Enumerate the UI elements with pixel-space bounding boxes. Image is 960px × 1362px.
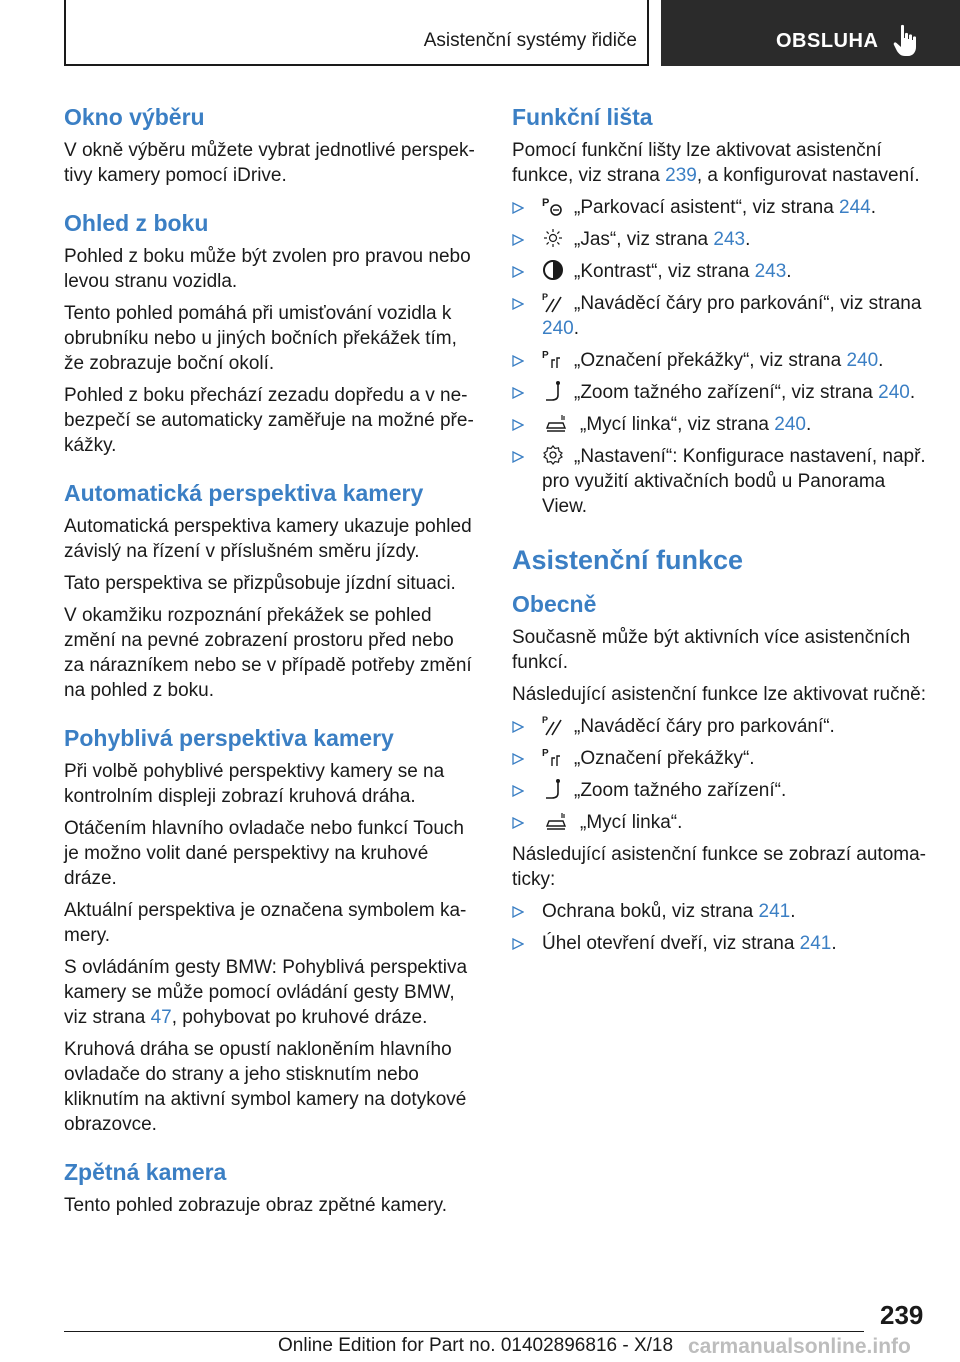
text: „Naváděcí čáry pro parkování“, viz strana (574, 293, 922, 314)
page-link-47[interactable]: 47 (150, 1007, 172, 1028)
parking-assistant-icon (542, 195, 564, 217)
list-item (512, 259, 930, 284)
paragraph: V okamžiku rozpoznání překážek se pohled změní na pevné zobrazení prostoru před nebo za nárazníkem nebo se v případě potřeby změní na pohled z boku. (64, 605, 472, 701)
trailer-zoom-icon (542, 380, 564, 402)
list-triangle-icon (512, 906, 524, 918)
svg-text:P: P (542, 350, 549, 361)
text: . (786, 261, 792, 282)
heading-rear-camera: Zpětná kamera (64, 1159, 227, 1185)
manual-functions-list (512, 714, 930, 835)
list-item (512, 810, 930, 835)
text: „Mycí linka“, viz strana (580, 414, 775, 435)
settings-icon (542, 444, 564, 466)
paragraph: Tato perspektiva se přizpůsobuje jízdní situaci. (64, 573, 456, 594)
heading-general: Obecně (512, 591, 597, 617)
text: „Jas“, viz strana (574, 229, 714, 250)
contrast-icon (542, 259, 564, 281)
list-triangle-icon (512, 721, 524, 733)
text: „Kontrast“, viz strana (574, 261, 755, 282)
list-triangle-icon (512, 753, 524, 765)
text: „Zoom tažného zařízení“, viz strana (574, 382, 879, 403)
parking-lines-icon (542, 714, 564, 736)
list-item (512, 778, 930, 803)
paragraph: Současně může být aktivních více asistenčních funkcí. (512, 627, 911, 673)
text: „Mycí linka“. (580, 812, 683, 833)
paragraph: Aktuální perspektiva je označena symbolem kamery. (64, 900, 467, 946)
paragraph: V okně výběru můžete vybrat jednotlivé perspektivy kamery pomocí iDrive. (64, 140, 475, 186)
edition-text: Online Edition for Part no. 01402896816 - X/18 (278, 1335, 674, 1356)
page-link-240[interactable]: 240 (774, 414, 806, 435)
heading-assist-functions: Asistenční funkce (512, 545, 744, 575)
paragraph: Při volbě pohyblivé perspektivy kamery se na kontrolním displeji zobrazí kruhová dráha. (64, 761, 445, 807)
paragraph (512, 138, 930, 188)
list-item (512, 412, 930, 437)
heading-side-view: Ohled z boku (64, 210, 209, 236)
list-item (512, 227, 930, 252)
list-triangle-icon (512, 938, 524, 950)
list-triangle-icon (512, 266, 524, 278)
header-section-box (64, 0, 649, 66)
list-item (512, 380, 930, 405)
text: Pomocí funkční lišty lze aktivovat asistenční funkce, viz strana (512, 140, 882, 186)
paragraph: Otáčením hlavního ovladače nebo funkcí Touch je možno volit dané perspektivy na kruhové dráze. (64, 818, 464, 889)
parking-lines-icon (542, 291, 564, 313)
text: , a konfigurovat nastavení. (696, 165, 920, 186)
text: S ovládáním gesty BMW: Pohyblivá perspektiva kamery se může pomocí ovládání gesty BMW, viz strana (64, 957, 468, 1028)
list-item (512, 444, 930, 519)
paragraph: Pohled z boku může být zvolen pro pravou nebo levou stranu vozidla. (64, 246, 471, 292)
page-link-241[interactable]: 241 (799, 933, 832, 954)
list-item (512, 348, 930, 373)
text: „Označení překážky“. (574, 748, 755, 769)
chapter-label: OBSLUHA (776, 30, 879, 52)
car-wash-icon (542, 810, 570, 832)
text: . (745, 229, 751, 250)
page-link-243[interactable]: 243 (754, 261, 787, 282)
heading-selection-window: Okno výběru (64, 104, 205, 130)
list-triangle-icon (512, 419, 524, 431)
list-triangle-icon (512, 817, 524, 829)
automatic-functions-list (512, 899, 930, 956)
list-item (512, 291, 930, 341)
text: . (573, 318, 579, 339)
brightness-icon (542, 227, 564, 249)
text: „Naváděcí čáry pro parkování“. (574, 716, 835, 737)
svg-text:P: P (542, 748, 549, 759)
car-wash-icon (542, 412, 570, 434)
paragraph: Automatická perspektiva kamery ukazuje pohled závislý na řízení v příslušném směru jízdy. (64, 516, 472, 562)
page-link-240[interactable]: 240 (846, 350, 879, 371)
page-link-240[interactable]: 240 (542, 318, 574, 339)
list-triangle-icon (512, 387, 524, 399)
footer-divider (64, 1331, 864, 1332)
list-triangle-icon (512, 234, 524, 246)
right-column (512, 102, 930, 963)
list-item (512, 714, 930, 739)
paragraph: Pohled z boku přechází zezadu dopředu a v nebezpečí se automaticky zaměřuje na možné překážky. (64, 385, 474, 456)
function-bar-list (512, 195, 930, 519)
page-link-243[interactable]: 243 (713, 229, 746, 250)
paragraph: Následující asistenční funkce se zobrazí automaticky: (512, 844, 926, 890)
trailer-zoom-icon (542, 778, 564, 800)
page-number: 239 (880, 1300, 924, 1330)
text: „Nastavení“: Konfigurace nastavení, např. pro využití aktivačních bodů u Panorama View. (542, 446, 926, 517)
paragraph (64, 955, 478, 1030)
heading-movable-perspective: Pohyblivá perspektiva kamery (64, 725, 394, 751)
list-item (512, 195, 930, 220)
text: , pohybovat po kruhové dráze. (171, 1007, 428, 1028)
list-triangle-icon (512, 785, 524, 797)
page-link-239[interactable]: 239 (665, 165, 697, 186)
list-triangle-icon (512, 451, 524, 463)
page-link-241[interactable]: 241 (758, 901, 791, 922)
left-column (64, 102, 478, 1225)
page-link-240[interactable]: 240 (878, 382, 910, 403)
header-chapter-tab (661, 0, 960, 66)
text: . (805, 414, 812, 435)
watermark: carmanualsonline.info (688, 1335, 911, 1358)
hand-pointer-icon (893, 24, 919, 58)
text: Úhel otevření dveří, viz strana (542, 933, 800, 954)
text: . (870, 197, 877, 218)
paragraph: Následující asistenční funkce lze aktivovat ručně: (512, 684, 926, 705)
text: „Označení překážky“, viz strana (574, 350, 847, 371)
svg-text:P: P (542, 292, 549, 302)
paragraph: Kruhová dráha se opustí nakloněním hlavního ovladače do strany a jeho stisknutím nebo kliknutím na aktivní symbol kamery na dotykové obrazovce. (64, 1039, 467, 1135)
text: „Parkovací asistent“, viz strana (574, 197, 840, 218)
list-item (512, 931, 930, 956)
heading-automatic-perspective: Automatická perspektiva kamery (64, 480, 424, 506)
obstacle-marking-icon (542, 348, 564, 370)
header-section-title: Asistenční systémy řidiče (423, 30, 637, 51)
paragraph: Tento pohled pomáhá při umisťování vozidla k obrubníku nebo u jiných bočních překážek tím, že zobrazuje boční okolí. (64, 303, 457, 374)
text: . (878, 350, 884, 371)
list-item (512, 899, 930, 924)
heading-function-bar: Funkční lišta (512, 104, 653, 130)
svg-text:P: P (542, 715, 549, 725)
text: Ochrana boků, viz strana (542, 901, 759, 922)
paragraph: Tento pohled zobrazuje obraz zpětné kamery. (64, 1195, 448, 1216)
page-link-244[interactable]: 244 (839, 197, 871, 218)
text: . (909, 382, 916, 403)
list-triangle-icon (512, 298, 524, 310)
text: . (831, 933, 837, 954)
list-triangle-icon (512, 355, 524, 367)
list-triangle-icon (512, 202, 524, 214)
text: . (790, 901, 796, 922)
list-item (512, 746, 930, 771)
svg-text:P: P (542, 197, 550, 209)
obstacle-marking-icon (542, 746, 564, 768)
text: „Zoom tažného zařízení“. (574, 780, 787, 801)
